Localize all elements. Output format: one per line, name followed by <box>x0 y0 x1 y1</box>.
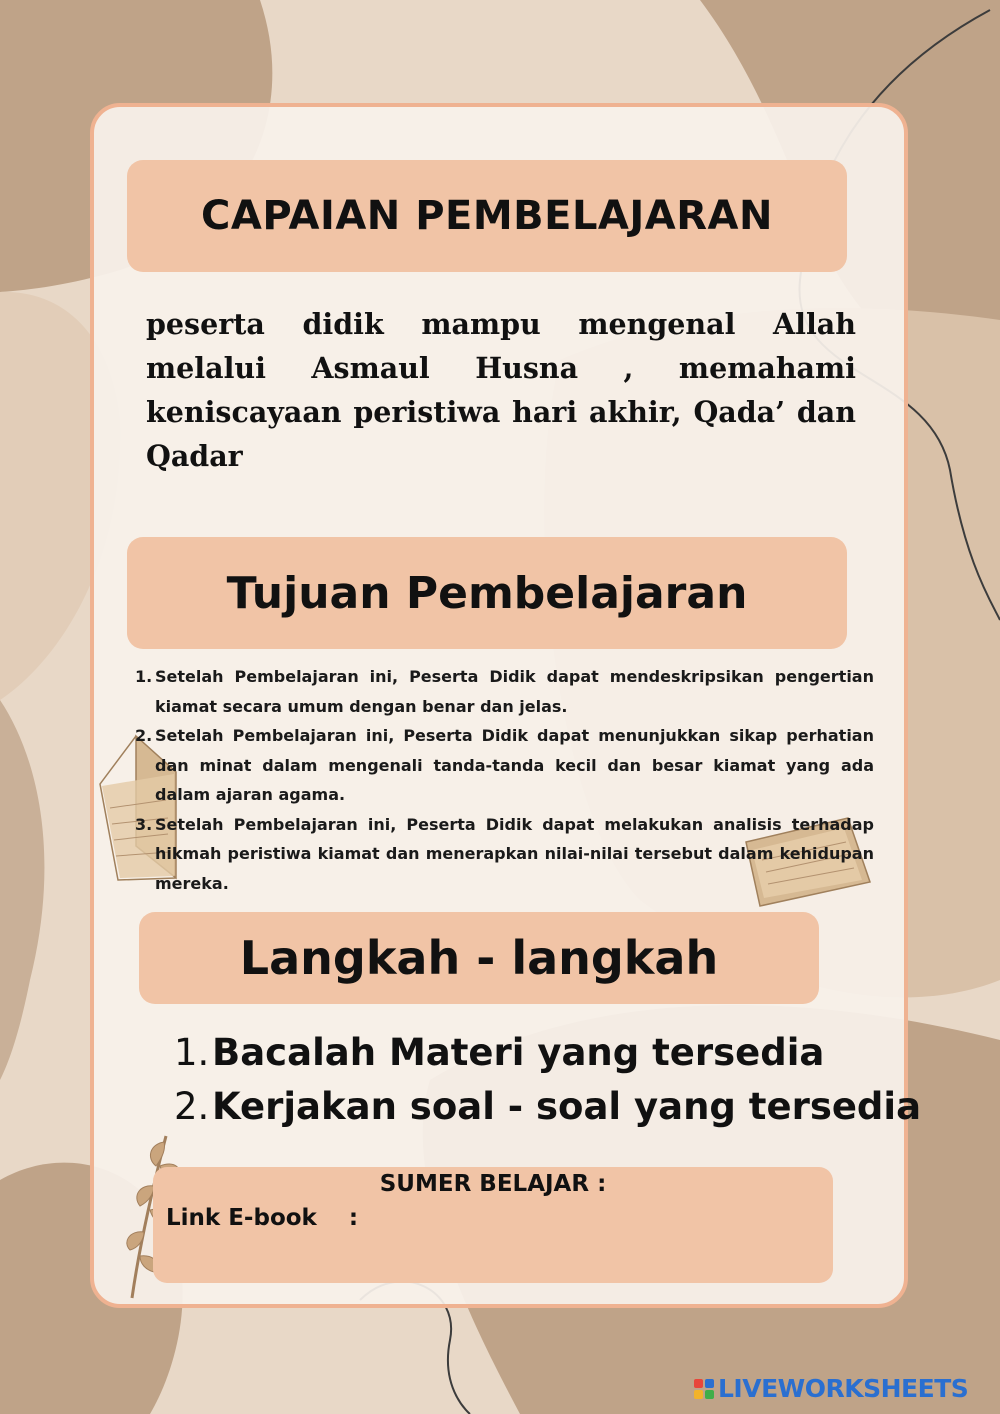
list-item-text: Kerjakan soal - soal yang tersedia <box>212 1085 922 1128</box>
list-item <box>135 810 874 899</box>
list-item-number: 1. <box>174 1031 210 1074</box>
list-item-number: 2. <box>174 1085 210 1128</box>
capaian-heading: CAPAIAN PEMBELAJARAN <box>201 193 773 239</box>
brand-name: LIVEWORKSHEETS <box>718 1374 969 1403</box>
ebook-link-label[interactable]: Link E-book : <box>166 1205 359 1231</box>
list-item-text: Setelah Pembelajaran ini, Peserta Didik dapat menunjukkan sikap perhatian dan minat dalam mengenali tanda-tanda kecil dan besar kiamat yang ada dalam ajaran agama. <box>155 726 874 804</box>
sumber-box <box>153 1167 833 1283</box>
liveworksheets-logo <box>694 1374 968 1403</box>
list-item <box>174 1026 921 1080</box>
langkah-heading: Langkah - langkah <box>239 931 719 985</box>
sumber-title: SUMER BELAJAR : <box>379 1171 607 1197</box>
logo-icon <box>694 1379 714 1399</box>
list-item-number: 1. <box>135 667 153 686</box>
list-item <box>174 1080 921 1134</box>
tujuan-list <box>135 662 874 898</box>
list-item-number: 2. <box>135 726 153 745</box>
list-item <box>135 721 874 810</box>
list-item <box>135 662 874 721</box>
langkah-banner <box>139 912 819 1004</box>
list-item-text: Setelah Pembelajaran ini, Peserta Didik dapat mendeskripsikan pengertian kiamat secara umum dengan benar dan jelas. <box>155 667 874 716</box>
list-item-text: Bacalah Materi yang tersedia <box>212 1031 825 1074</box>
capaian-text: peserta didik mampu mengenal Allah melalui Asmaul Husna , memahami keniscayaan peristiwa hari akhir, Qada’ dan Qadar <box>146 307 856 473</box>
list-item-text: Setelah Pembelajaran ini, Peserta Didik dapat melakukan analisis terhadap hikmah peristiwa kiamat dan menerapkan nilai-nilai tersebut dalam kehidupan mereka. <box>155 814 874 893</box>
list-item-number: 3. <box>135 814 153 834</box>
tujuan-heading: Tujuan Pembelajaran <box>226 567 748 619</box>
capaian-banner <box>127 160 847 272</box>
langkah-list <box>174 1026 921 1134</box>
tujuan-banner <box>127 537 847 649</box>
